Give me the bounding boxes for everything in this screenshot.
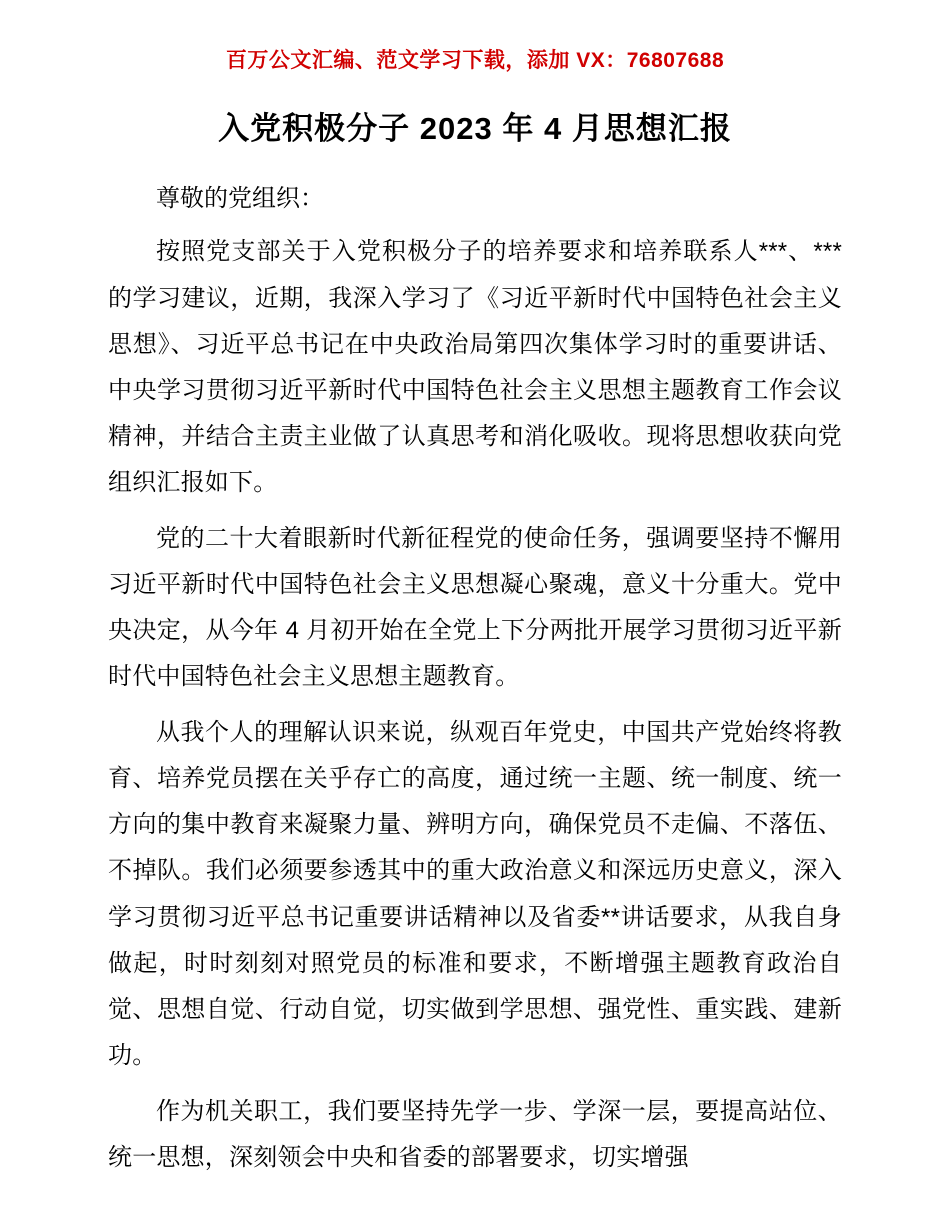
paragraph-3: 从我个人的理解认识来说，纵观百年党史，中国共产党始终将教育、培养党员摆在关乎存亡的高度，通过统一主题、统一制度、统一方向的集中教育来凝聚力量、辨明方向，确保党员不走偏、不落伍、不掉队。我们必须要参透其中的重大政治意义和深远历史意义，深入学习贯彻习近平总书记重要讲话精神以及省委**讲话要求，从我自身做起，时时刻刻对照党员的标准和要求，不断增强主题教育政治自觉、思想自觉、行动自觉，切实做到学思想、强党性、重实践、建新功。	[108, 719, 842, 1069]
paragraph-2: 党的二十大着眼新时代新征程党的使命任务，强调要坚持不懈用习近平新时代中国特色社会主义思想凝心聚魂，意义十分重大。党中央决定，从今年 4 月初开始在全党上下分两批开展学习贯彻习近平新时代中国特色社会主义思想主题教育。	[108, 524, 842, 691]
promo-banner: 百万公文汇编、范文学习下载，添加 VX：76807688	[225, 49, 725, 72]
paragraph-1: 按照党支部关于入党积极分子的培养要求和培养联系人***、***的学习建议，近期，我深入学习了《习近平新时代中国特色社会主义思想》、习近平总书记在中央政治局第四次集体学习时的重要讲话、中央学习贯彻习近平新时代中国特色社会主义思想主题教育工作会议精神，并结合主责主业做了认真思考和消化吸收。现将思想收获向党组织汇报如下。	[108, 238, 842, 496]
salutation: 尊敬的党组织：	[156, 184, 324, 212]
paragraph-4: 作为机关职工，我们要坚持先学一步、学深一层，要提高站位、统一思想，深刻领会中央和省委的部署要求，切实增强	[108, 1097, 842, 1171]
page-title: 入党积极分子 2023 年 4 月思想汇报	[218, 111, 732, 146]
